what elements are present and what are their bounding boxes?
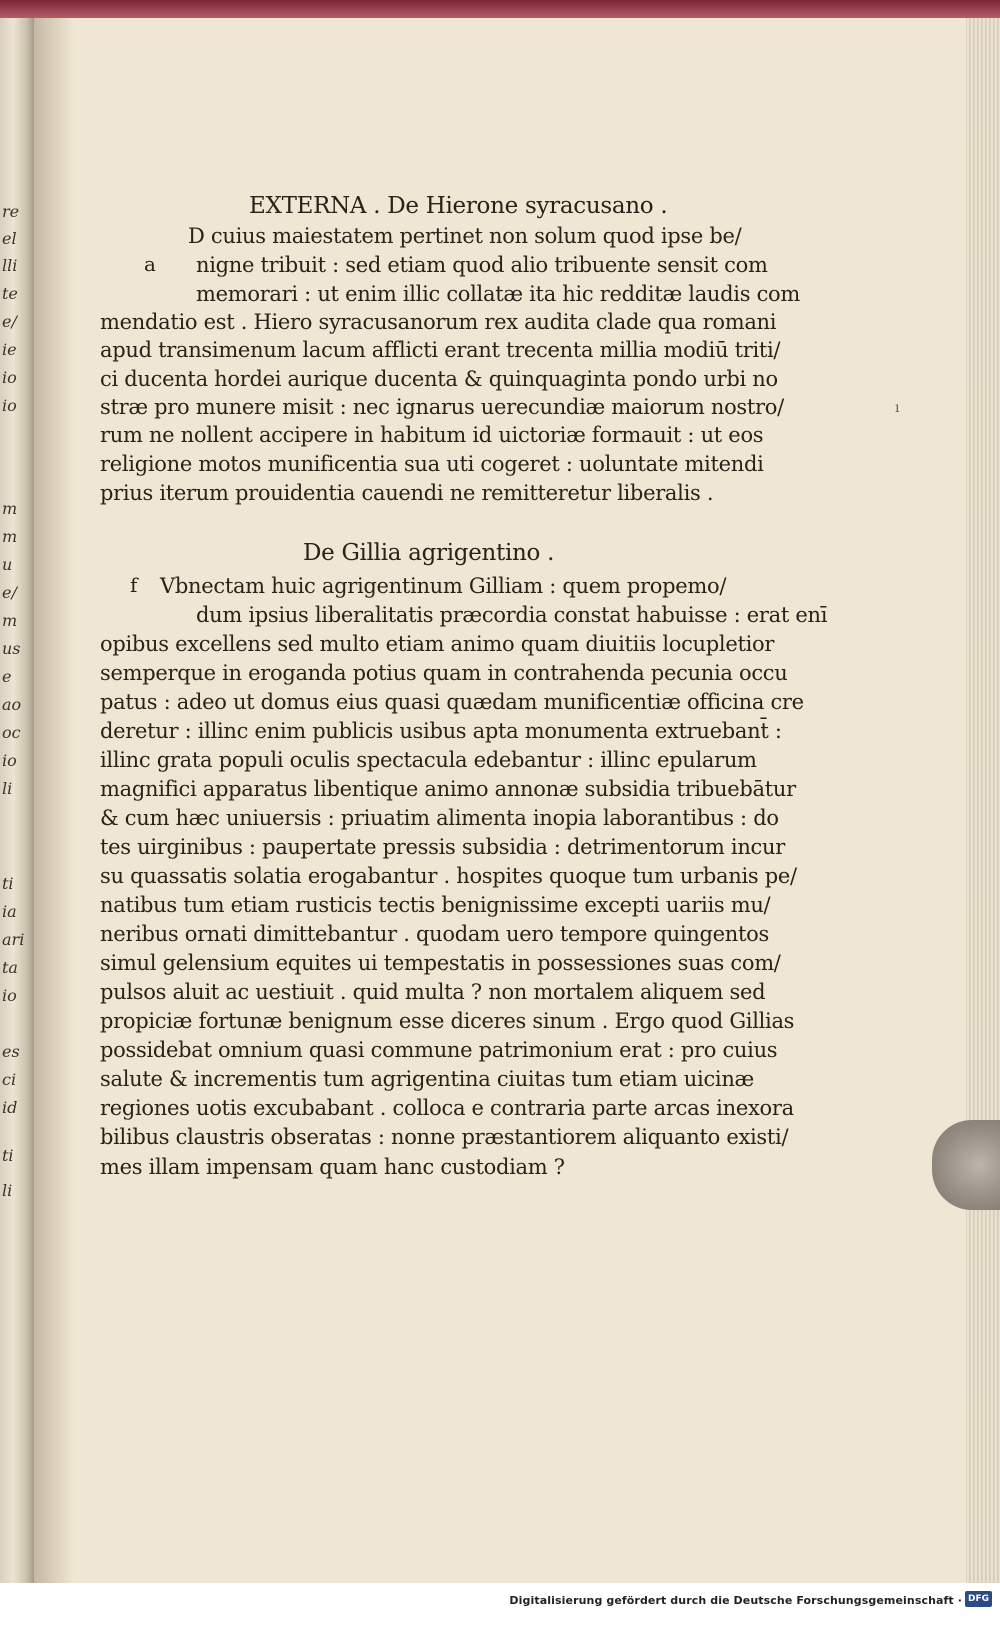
text-line: rum ne nollent accipere in habitum id uictoriæ formauit : ut eos (100, 423, 764, 447)
left-page-fragment: ci (2, 1070, 17, 1089)
text-line: deretur : illinc enim publicis usibus apta monumenta extruebant̄ : (100, 719, 782, 743)
section-heading-gillia: De Gillia agrigentino . (303, 540, 555, 566)
left-page-fragment: e/ (2, 312, 17, 331)
text-line: su quassatis solatia erogabantur . hospites quoque tum urbanis pe/ (100, 864, 797, 888)
left-page-fragment: m (2, 611, 18, 630)
left-page-fragment: ao (2, 695, 22, 714)
text-line: memorari : ut enim illic collatæ ita hic redditæ laudis com (196, 282, 800, 306)
text-line: stræ pro munere misit : nec ignarus uerecundiæ maiorum nostro/ (100, 395, 784, 419)
text-line: religione motos munificentia sua uti cogeret : uoluntate mitendi (100, 452, 764, 476)
text-line: propiciæ fortunæ benignum esse diceres sinum . Ergo quod Gillias (100, 1009, 795, 1033)
left-page-fragment: li (2, 779, 13, 798)
dfg-logo: DFG (965, 1591, 992, 1607)
left-page-fragment: id (2, 1098, 18, 1117)
left-page-fragment: io (2, 396, 17, 415)
left-page-fragment: io (2, 986, 17, 1005)
left-page-fragment: us (2, 639, 21, 658)
left-page-fragment: e/ (2, 583, 17, 602)
text-line: mendatio est . Hiero syracusanorum rex audita clade qua romani (100, 310, 777, 334)
left-page-fragment: m (2, 499, 18, 518)
text-line: nigne tribuit : sed etiam quod alio tribuente sensit com (196, 253, 768, 277)
left-page-fragment: io (2, 368, 17, 387)
left-page-fragment: io (2, 751, 17, 770)
text-line: opibus excellens sed multo etiam animo quam diuitiis locupletior (100, 632, 775, 656)
left-page-fragment: ti (2, 1146, 14, 1165)
left-page-fragment: es (2, 1042, 20, 1061)
text-line: prius iterum prouidentia cauendi ne remitteretur liberalis . (100, 481, 714, 505)
text-line: apud transimenum lacum afflicti erant trecenta millia modiū triti/ (100, 338, 781, 362)
text-line: natibus tum etiam rusticis tectis benignissime excepti uariis mu/ (100, 893, 771, 917)
left-page-fragment: ie (2, 340, 17, 359)
text-line: magnifici apparatus libentique animo annonæ subsidia tribuebātur (100, 777, 796, 801)
page-stack-edge (966, 18, 1000, 1583)
text-line: illinc grata populi oculis spectacula edebantur : illinc epularum (100, 748, 757, 772)
left-page-fragment: re (2, 202, 20, 221)
marginal-letter-f: f (130, 573, 138, 597)
text-line: pulsos aluit ac uestiuit . quid multa ? non mortalem aliquem sed (100, 980, 766, 1004)
text-line: & cum hæc uniuersis : priuatim alimenta inopia laborantibus : do (100, 806, 779, 830)
text-line: possidebat omnium quasi commune patrimonium erat : pro cuius (100, 1038, 778, 1062)
text-line: salute & incrementis tum agrigentina ciuitas tum etiam uicinæ (100, 1067, 754, 1091)
text-line: semperque in eroganda potius quam in contrahenda pecunia occu (100, 661, 788, 685)
book-cover-edge (0, 0, 1000, 18)
marginal-letter-a: a (144, 252, 156, 276)
text-line: D cuius maiestatem pertinet non solum quod ipse be/ (188, 224, 742, 248)
footer-credit: Digitalisierung gefördert durch die Deutsche Forschungsgemeinschaft · (509, 1594, 962, 1607)
text-line: mes illam impensam quam hanc custodiam ? (100, 1155, 565, 1179)
left-page-edge (0, 18, 34, 1583)
left-page-fragment: oc (2, 723, 21, 742)
left-page-fragment: m (2, 527, 18, 546)
text-line: tes uirginibus : paupertate pressis subsidia : detrimentorum incur (100, 835, 785, 859)
gutter-shadow (34, 18, 74, 1583)
text-line: dum ipsius liberalitatis præcordia constat habuisse : erat enī (196, 603, 828, 627)
left-page-fragment: te (2, 284, 18, 303)
section-heading-hiero: EXTERNA . De Hierone syracusano . (249, 193, 668, 219)
left-page-fragment: li (2, 1181, 13, 1200)
left-page-fragment: u (2, 555, 13, 574)
text-line: neribus ornati dimittebantur . quodam uero tempore quingentos (100, 922, 769, 946)
left-page-fragment: ta (2, 958, 18, 977)
left-page-fragment: lli (2, 256, 18, 275)
page-clip (932, 1120, 1000, 1210)
left-page-fragment: e (2, 667, 12, 686)
left-page-fragment: ari (2, 930, 25, 949)
text-line: Vbnectam huic agrigentinum Gilliam : quem propemo/ (160, 574, 727, 598)
left-page-fragment: ia (2, 902, 17, 921)
left-page-fragment: el (2, 229, 17, 248)
text-line: simul gelensium equites ui tempestatis in possessiones suas com/ (100, 951, 781, 975)
footer-bar (0, 1583, 1000, 1626)
stray-mark: ı (895, 400, 900, 416)
left-page-fragment: ti (2, 874, 14, 893)
text-line: regiones uotis excubabant . colloca e contraria parte arcas inexora (100, 1096, 794, 1120)
text-line: bilibus claustris obseratas : nonne præstantiorem aliquanto existi/ (100, 1125, 789, 1149)
text-line: ci ducenta hordei aurique ducenta & quinquaginta pondo urbi no (100, 367, 778, 391)
text-line: patus : adeo ut domus eius quasi quædam munificentiæ officina cre (100, 690, 804, 714)
